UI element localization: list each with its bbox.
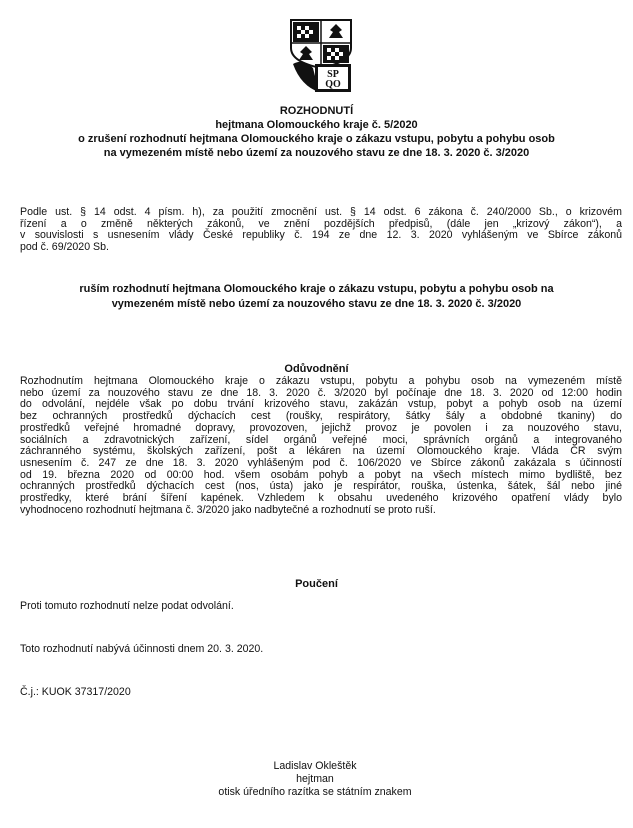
- document-subject-line-2: na vymezeném místě nebo území za nouzového stavu ze dne 18. 3. 2020 č. 3/2020: [103, 147, 530, 159]
- effective-date: Toto rozhodnutí nabývá účinnosti dnem 20. 3. 2020.: [20, 643, 264, 655]
- legal-basis-paragraph: Podle ust. § 14 odst. 4 písm. h), za použití zmocnění ust. § 14 odst. 6 zákona č. 240/2000 Sb., o krizovém řízení a o změně některých zákonů, ve znění pozdějších předpisů, (dále jen „krizový zákon“), a v souvislosti s usnesením vlády České republiky č. 194 ze dne 12. 3. 2020 vyhlášeným ve Sbírce zákonů pod č. 69/2020 Sb.: [20, 206, 622, 254]
- signatory-role: hejtman: [296, 773, 334, 785]
- svg-text:SP: SP: [327, 69, 339, 80]
- document-number: hejtmana Olomouckého kraje č. 5/2020: [215, 119, 418, 131]
- document-subject-line-1: o zrušení rozhodnutí hejtmana Olomouckého kraje o zákazu vstupu, pobytu a pohybu osob: [78, 133, 555, 145]
- document-header: [10, 104, 623, 160]
- reference-number: Č.j.: KUOK 37317/2020: [20, 686, 131, 698]
- instruction-heading: Poučení: [295, 578, 338, 590]
- instruction-text: Proti tomuto rozhodnutí nelze podat odvolání.: [20, 600, 234, 612]
- stamp-note: otisk úředního razítka se státním znakem: [218, 786, 412, 798]
- svg-text:QO: QO: [325, 79, 341, 90]
- document-title: ROZHODNUTÍ: [279, 105, 354, 117]
- signature-block: [160, 760, 470, 799]
- olomouc-region-coat-of-arms: [289, 18, 353, 94]
- reasoning-paragraph: Rozhodnutím hejtmana Olomouckého kraje o zákazu vstupu, pobytu a pohybu osob na vymezeném místě nebo území za nouzového stavu ze dne 18. 3. 2020 č. 3/2020 byl počínaje dne 18. 3. 2020 od 12:00 hodin do odvolání, nejdéle však po dobu trvání krizového stavu, zakázán vstup, pobyt a pohyb osob na území bez ochranných prostředků dýchacích cest (roušky, respirátory, šátky šály a obdobné tkaniny) do prostředků veřejné hromadné dopravy, provozoven, jejichž provoz je povolen i za nouzového stavu, sociálních a zdravotnických zařízení, sídel orgánů veřejné moci, správních orgánů a integrovaného záchranného systému, školských zařízení, pošt a lékáren na území Olomouckého kraje. Vláda ČR svým usnesením č. 247 ze dne 18. 3. 2020 vyhlášeným pod č. 106/2020 ve Sbírce zákonů zakázala s účinností od 19. března 2020 od 00:00 hod. všem osobám pohyb a pobyt na všech místech mimo bydliště, bez ochranných prostředků dýchacích cest (nos, ústa) jako je respirátor, rouška, ústenka, šátek, šál nebo jiné prostředky, které brání šíření kapének. Vzhledem k obsahu uvedeného krizového opatření vlády bylo vyhodnoceno rozhodnutí hejtmana č. 3/2020 jako nadbytečné a rozhodnutí se proto ruší.: [20, 375, 622, 516]
- reasoning-heading: Odůvodnění: [284, 363, 349, 375]
- signatory-name: Ladislav Okleštěk: [273, 760, 357, 772]
- decision-statement: ruším rozhodnutí hejtmana Olomouckého kraje o zákazu vstupu, pobytu a pohybu osob na vymezeném místě nebo území za nouzového stavu ze dne 18. 3. 2020 č. 3/2020: [79, 283, 554, 310]
